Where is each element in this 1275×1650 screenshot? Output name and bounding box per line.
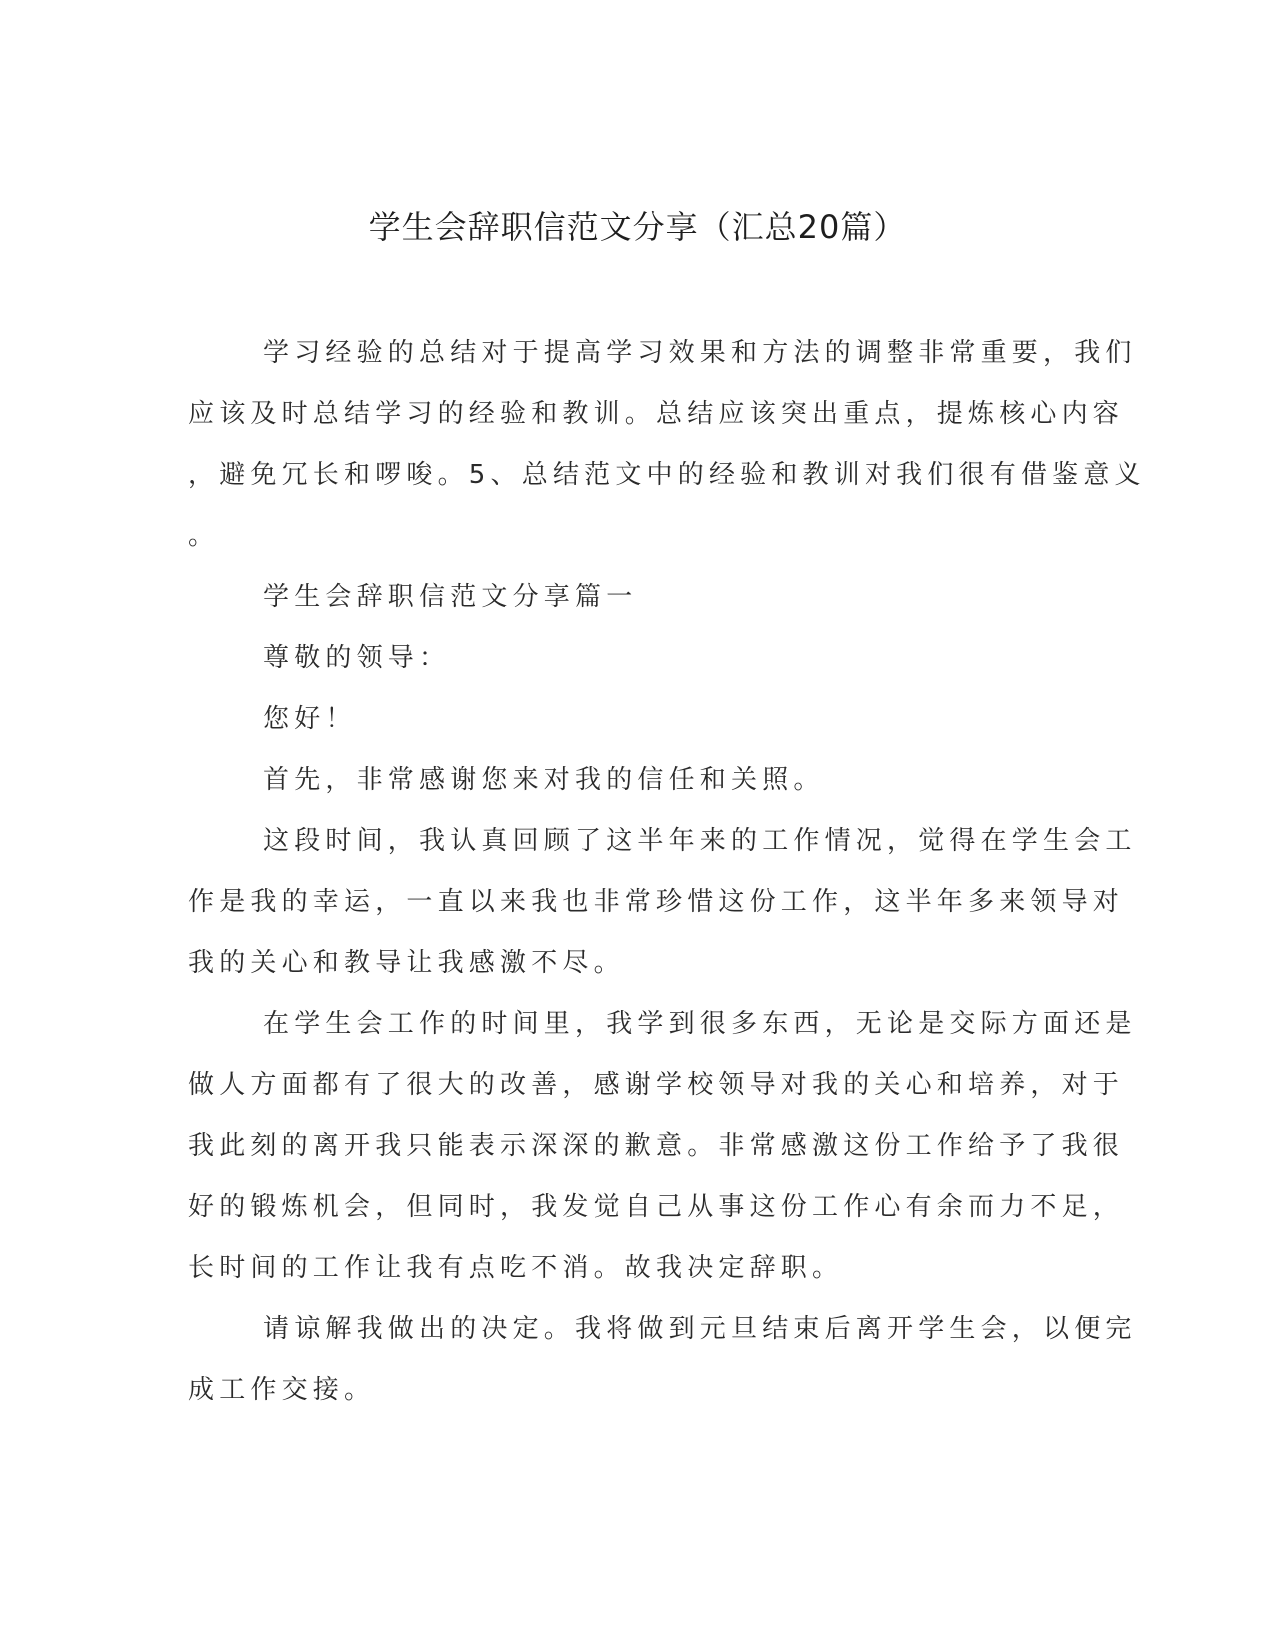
paragraph-line: 在学生会工作的时间里，我学到很多东西，无论是交际方面还是 <box>263 1009 1137 1039</box>
document-body <box>188 323 1146 1421</box>
salutation: 尊敬的领导： <box>263 643 451 673</box>
paragraph-line: 成工作交接。 <box>188 1375 376 1405</box>
paragraph-line: 长时间的工作让我有点吃不消。故我决定辞职。 <box>188 1253 844 1283</box>
greeting: 您好！ <box>263 704 357 734</box>
paragraph-line: 请谅解我做出的决定。我将做到元旦结束后离开学生会，以便完 <box>263 1314 1137 1344</box>
paragraph-line: 。 <box>188 521 220 551</box>
paragraph-line: 做人方面都有了很大的改善，感谢学校领导对我的关心和培养，对于 <box>188 1070 1125 1100</box>
paragraph-line: 学习经验的总结对于提高学习效果和方法的调整非常重要，我们 <box>263 338 1137 368</box>
document-title: 学生会辞职信范文分享（汇总20篇） <box>368 208 907 246</box>
paragraph-line: 应该及时总结学习的经验和教训。总结应该突出重点，提炼核心内容 <box>188 399 1125 429</box>
paragraph-line: 首先，非常感谢您来对我的信任和关照。 <box>263 765 825 795</box>
paragraph-line: ，避免冗长和啰唆。5、总结范文中的经验和教训对我们很有借鉴意义 <box>188 460 1146 490</box>
section-heading: 学生会辞职信范文分享篇一 <box>263 582 638 612</box>
paragraph-line: 好的锻炼机会，但同时，我发觉自己从事这份工作心有余而力不足， <box>188 1192 1125 1222</box>
paragraph-line: 这段时间，我认真回顾了这半年来的工作情况，觉得在学生会工 <box>263 826 1137 856</box>
paragraph-line: 作是我的幸运，一直以来我也非常珍惜这份工作，这半年多来领导对 <box>188 887 1125 917</box>
paragraph-line: 我此刻的离开我只能表示深深的歉意。非常感激这份工作给予了我很 <box>188 1131 1125 1161</box>
paragraph-line: 我的关心和教导让我感激不尽。 <box>188 948 625 978</box>
